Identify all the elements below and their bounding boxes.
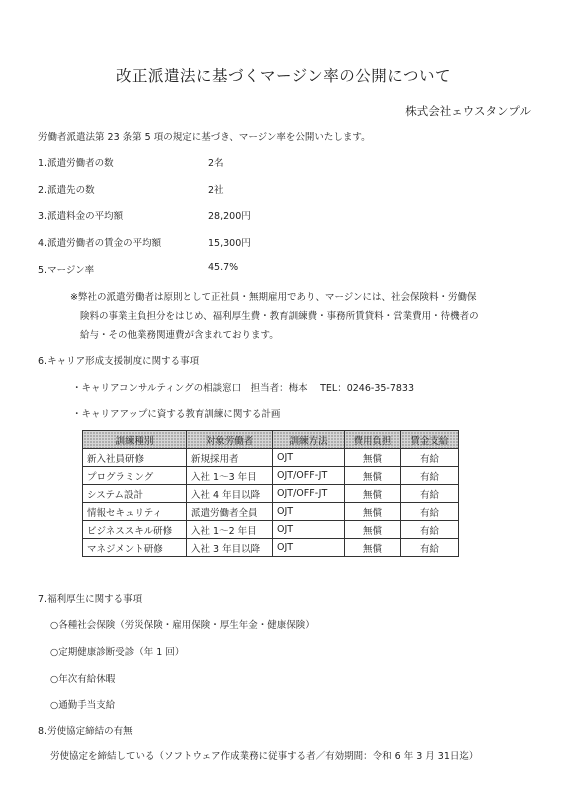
table-cell: 派遣労働者全員 [187,503,273,521]
item-value: 45.7% [208,262,239,273]
table-cell: OJT [273,539,345,557]
column-header: 対象労働者 [187,431,273,449]
page-title: 改正派遣法に基づくマージン率の公開について [116,67,451,85]
table-cell: 情報セキュリティ [83,503,187,521]
table-cell: マネジメント研修 [83,539,187,557]
note-line: ※弊社の派遣労働者は原則として正社員・無期雇用であり、マージンには、社会保険料・労働保 [70,292,477,303]
table-cell: プログラミング [83,467,187,485]
margin-note [70,288,540,345]
table-cell: 入社 4 年目以降 [187,485,273,503]
table-cell: 無償 [345,521,401,539]
item-value: 2名 [208,158,224,169]
table-cell: 新入社員研修 [83,449,187,467]
table-cell: 有給 [401,485,459,503]
table-cell: 入社 1～3 年目 [187,467,273,485]
table-row [83,485,459,503]
item-value: 15,300円 [208,238,251,249]
table-cell: ビジネススキル研修 [83,521,187,539]
table-cell: 有給 [401,521,459,539]
section-heading: 8.労使協定締結の有無 [38,726,133,737]
table-cell: OJT [273,449,345,467]
table-cell: 無償 [345,449,401,467]
table-cell: 入社 3 年目以降 [187,539,273,557]
note-line: 険料の事業主負担分をはじめ、福利厚生費・教育訓練費・事務所賃貸料・営業費用・待機者の [80,311,479,322]
column-header: 賃金支給 [401,431,459,449]
item-label: 3.派遣料金の平均額 [38,211,124,222]
table-cell: 入社 1～2 年目 [187,521,273,539]
note-line: 給与・その他業務関連費が含まれております。 [80,330,279,341]
column-header: 費用負担 [345,431,401,449]
table-row [83,539,459,557]
intro-text: 労働者派遣法第 23 条第 5 項の規定に基づき、マージン率を公開いたします。 [38,132,371,143]
item-label: 2.派遣先の数 [38,185,95,196]
table-cell: 新規採用者 [187,449,273,467]
item-value: 2社 [208,185,224,196]
table-cell: システム設計 [83,485,187,503]
table-cell: 無償 [345,467,401,485]
table-cell: OJT/OFF-JT [273,467,345,485]
table-header-row [83,431,459,449]
column-header: 訓練種別 [83,431,187,449]
table-cell: 有給 [401,449,459,467]
item-label: 1.派遣労働者の数 [38,158,114,169]
table-row [83,467,459,485]
column-header: 訓練方法 [273,431,345,449]
table-cell: OJT [273,503,345,521]
item-label: 4.派遣労働者の賃金の平均額 [38,238,162,249]
table-cell: OJT/OFF-JT [273,485,345,503]
table-cell: 有給 [401,467,459,485]
table-cell: 無償 [345,503,401,521]
welfare-item: ○定期健康診断受診（年 1 回） [50,647,185,658]
welfare-item: ○年次有給休暇 [50,674,116,685]
labor-agreement-text: 労使協定を締結している（ソフトウェア作成業務に従事する者／有効期間：令和 6 年 3 月 31日迄） [50,751,479,762]
table-cell: OJT [273,521,345,539]
table-cell: 有給 [401,539,459,557]
training-table [82,430,459,557]
table-cell: 無償 [345,485,401,503]
consultation-contact: ・キャリアコンサルティングの相談窓口 担当者：梅本 TEL：0246-35-7833 [72,383,415,394]
table-row [83,503,459,521]
training-plan-heading: ・キャリアアップに資する教育訓練に関する計画 [72,409,281,420]
table-cell: 有給 [401,503,459,521]
welfare-item: ○通勤手当支給 [50,700,116,711]
company-name: 株式会社ェウスタンプル [405,104,531,118]
section-heading: 7.福利厚生に関する事項 [38,594,143,605]
table-cell: 無償 [345,539,401,557]
item-value: 28,200円 [208,211,251,222]
table-row [83,449,459,467]
item-label: 5.マージン率 [38,265,95,276]
table-row [83,521,459,539]
section-heading: 6.キャリア形成支援制度に関する事項 [38,356,200,367]
welfare-item: ○各種社会保険（労災保険・雇用保険・厚生年金・健康保険） [50,620,315,631]
